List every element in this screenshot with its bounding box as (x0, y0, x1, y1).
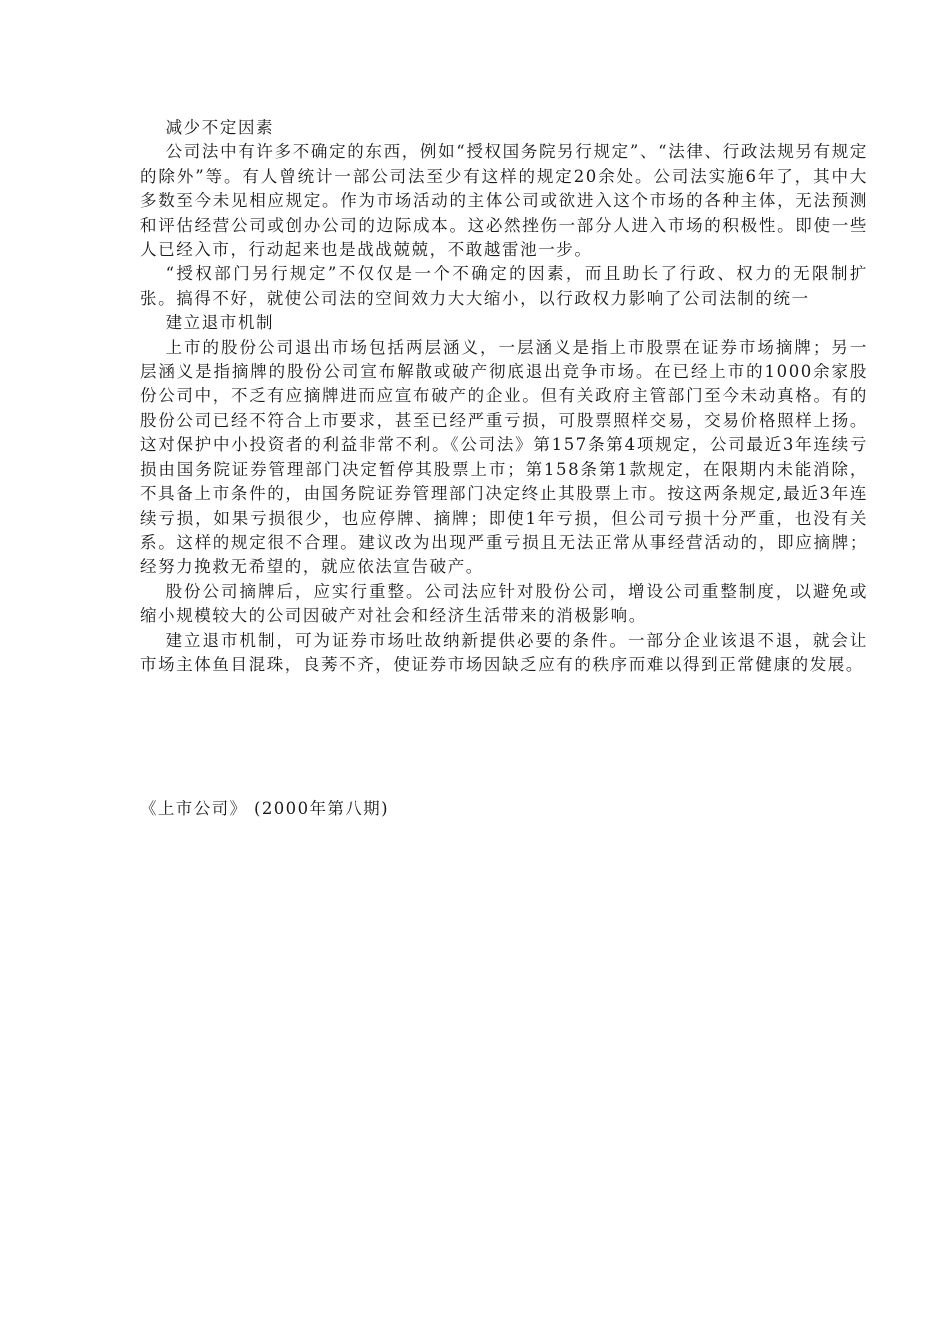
source-citation: 《上市公司》 (2000年第八期) (140, 799, 389, 818)
paragraph: 建立退市机制，可为证券市场吐故纳新提供必要的条件。一部分企业该退不退，就会让市场主体鱼目混珠，良莠不齐，使证券市场因缺乏应有的秩序而难以得到正常健康的发展。 (140, 630, 868, 674)
paragraph: 公司法中有许多不确定的东西，例如“授权国务院另行规定”、“法律、行政法规另有规定的除外”等。有人曾统计一部公司法至少有这样的规定20余处。公司法实施6年了，其中大多数至今未见相应规定。作为市场活动的主体公司或欲进入这个市场的各种主体，无法预测和评估经营公司或创办公司的边际成本。这必然挫伤一部分人进入市场的积极性。即使一些人已经入市，行动起来也是战战兢兢，不敢越雷池一步。 (140, 142, 868, 260)
paragraph: 股份公司摘牌后，应实行重整。公司法应针对股份公司，增设公司重整制度，以避免或缩小规模较大的公司因破产对社会和经济生活带来的消极影响。 (140, 581, 868, 626)
section-heading-delisting-mechanism: 建立退市机制 (165, 313, 275, 333)
article-body (140, 116, 868, 677)
section-heading-reduce-uncertainty: 减少不定因素 (165, 118, 275, 137)
paragraph: 上市的股份公司退出市场包括两层涵义，一层涵义是指上市股票在证券市场摘牌；另一层涵义是指摘牌的股份公司宣布解散或破产彻底退出竞争市场。在已经上市的1000余家股份公司中，不乏有应摘牌进而应宣布破产的企业。但有关政府主管部门至今未动真格。有的股份公司已经不符合上市要求，甚至已经严重亏损，可股票照样交易，交易价格照样上扬。这对保护中小投资者的利益非常不利。《公司法》第157条第4项规定，公司最近3年连续亏损由国务院证券管理部门决定暂停其股票上市；第158条第1款规定，在限期内未能消除，不具备上市条件的，由国务院证券管理部门决定终止其股票上市。按这两条规定,最近3年连续亏损，如果亏损很少，也应停牌、摘牌；即使1年亏损，但公司亏损十分严重，也没有关系。这样的规定很不合理。建议改为出现严重亏损且无法正常从事经营活动的，即应摘牌；经努力挽救无希望的，就应依法宣告破产。 (140, 337, 868, 577)
paragraph: “授权部门另行规定”不仅仅是一个不确定的因素，而且助长了行政、权力的无限制扩张。搞得不好，就使公司法的空间效力大大缩小，以行政权力影响了公司法制的统一 (140, 264, 868, 308)
